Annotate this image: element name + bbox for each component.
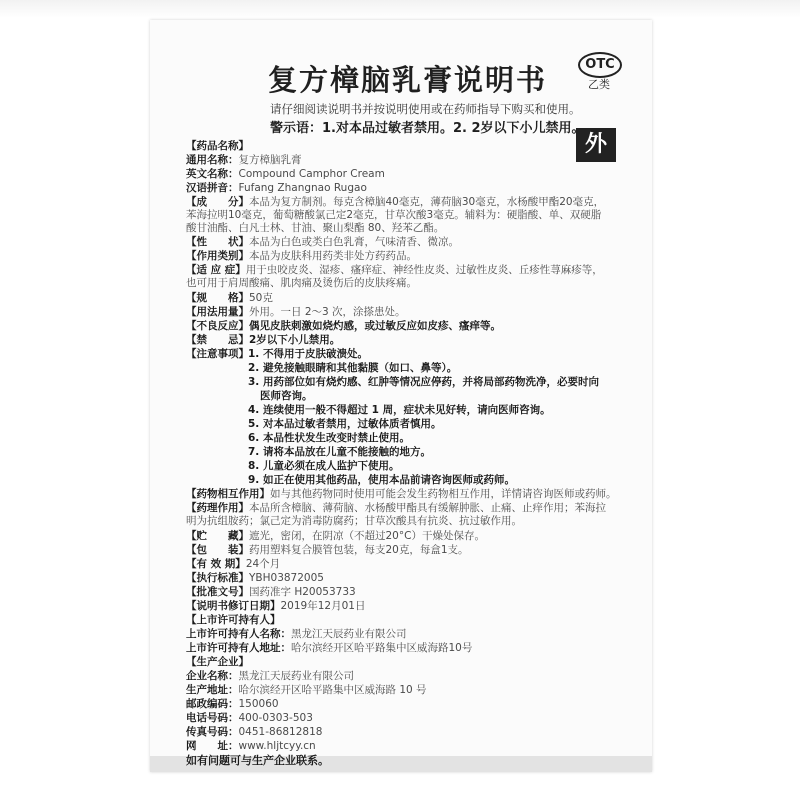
page-title: 复方樟脑乳膏说明书 <box>268 63 548 97</box>
indication-row: 【适 应 症】用于虫咬皮炎、湿疹、瘙痒症、神经性皮炎、过敏性皮炎、丘疹性荨麻疹等，也可用于肩周酸痛、肌肉痛及烫伤后的皮肤疼痛。 <box>186 264 603 289</box>
usage-row: 【用法用量】外用。一日 2～3 次，涂搽患处。 <box>186 306 406 318</box>
precaution-item: 6. 本品性状发生改变时禁止使用。 <box>248 432 410 444</box>
appearance-row: 【性 状】本品为白色或类白色乳膏，气味清香、微凉。 <box>186 236 459 248</box>
manufacturer-header: 【生产企业】 <box>186 656 249 668</box>
otc-badge: OTC <box>578 52 622 78</box>
storage-row: 【贮 藏】遮光，密闭，在阴凉（不超过20°C）干燥处保存。 <box>186 530 485 542</box>
warning-text: 警示语：1.对本品过敏者禁用。2. 2岁以下小儿禁用。 <box>270 121 585 136</box>
interaction-row: 【药物相互作用】如与其他药物同时使用可能会发生药物相互作用，详情请咨询医师或药师。 <box>186 488 617 500</box>
category-row: 【作用类别】本品为皮肤科用药类非处方药药品。 <box>186 250 417 262</box>
holder-address-row: 上市许可持有人地址：哈尔滨经开区哈平路集中区威海路10号 <box>186 642 473 654</box>
holder-name-row: 上市许可持有人名称：黑龙江天辰药业有限公司 <box>186 628 407 640</box>
manufacturer-address-row: 生产地址：哈尔滨经开区哈平路集中区威海路 10 号 <box>186 684 427 696</box>
precaution-item: 3. 用药部位如有烧灼感、红肿等情况应停药，并将局部药物洗净，必要时向 <box>248 376 599 388</box>
precaution-item: 8. 儿童必须在成人监护下使用。 <box>248 460 400 472</box>
fax-row: 传真号码：0451-86812818 <box>186 726 323 738</box>
ingredients-row: 【成 分】本品为复方制剂。每克含樟脑40毫克，薄荷脑30毫克，水杨酸甲酯20毫克，苯海拉明10毫克，葡萄糖酸氯己定2毫克，甘草次酸3毫克。辅料为：硬脂酸、单、双硬脂酸甘油酯、白凡士林、甘油、聚山梨酯 80、羟苯乙酯。 <box>186 196 605 234</box>
contact-note: 如有问题可与生产企业联系。 <box>186 754 329 767</box>
precaution-item: 7. 请将本品放在儿童不能接触的地方。 <box>248 446 431 458</box>
precaution-item: 2. 避免接触眼睛和其他黏膜（如口、鼻等）。 <box>248 362 458 374</box>
holder-header: 【上市许可持有人】 <box>186 614 281 626</box>
package-row: 【包 装】药用塑料复合膜管包装，每支20克，每盒1支。 <box>186 544 469 556</box>
generic-name-row: 通用名称：复方樟脑乳膏 <box>186 154 302 166</box>
spec-row: 【规 格】50克 <box>186 292 273 304</box>
revision-date-row: 【说明书修订日期】2019年12月01日 <box>186 600 366 612</box>
precautions-header: 【注意事项】 <box>186 348 249 360</box>
phone-row: 电话号码：400-0303-503 <box>186 712 313 724</box>
instruction-text: 请仔细阅读说明书并按说明使用或在药师指导下购买和使用。 <box>270 102 581 116</box>
precaution-item: 4. 连续使用一般不得超过 1 周，症状未见好转，请向医师咨询。 <box>248 404 551 416</box>
adverse-row: 【不良反应】偶见皮肤刺激如烧灼感，或过敏反应如皮疹、瘙痒等。 <box>186 320 501 332</box>
validity-row: 【有 效 期】24个月 <box>186 558 281 570</box>
pinyin-row: 汉语拼音：Fufang Zhangnao Rugao <box>186 182 367 194</box>
english-name-row: 英文名称：Compound Camphor Cream <box>186 168 385 180</box>
website-row: 网 址：www.hljtcyy.cn <box>186 740 316 752</box>
standard-row: 【执行标准】YBH03872005 <box>186 572 324 584</box>
background-top <box>0 0 800 18</box>
approval-row: 【批准文号】国药准字 H20053733 <box>186 586 356 598</box>
otc-class-label: 乙类 <box>588 78 610 91</box>
contraindication-row: 【禁 忌】2岁以下小儿禁用。 <box>186 334 341 346</box>
drug-name-header: 【药品名称】 <box>186 140 249 152</box>
precaution-item: 9. 如正在使用其他药品，使用本品前请咨询医师或药师。 <box>248 474 515 486</box>
precaution-item-continuation: 医师咨询。 <box>260 390 313 402</box>
pharmacology-row: 【药理作用】本品所含樟脑、薄荷脑、水杨酸甲酯具有缓解肿胀、止痛、止痒作用；苯海拉明为抗组胺药；氯己定为消毒防腐药；甘草次酸具有抗炎、抗过敏作用。 <box>186 502 606 527</box>
precaution-item: 1. 不得用于皮肤破溃处。 <box>248 348 368 360</box>
precaution-item: 5. 对本品过敏者禁用，过敏体质者慎用。 <box>248 418 442 430</box>
zip-row: 邮政编码：150060 <box>186 698 279 710</box>
manufacturer-name-row: 企业名称：黑龙江天辰药业有限公司 <box>186 670 354 682</box>
external-use-badge: 外 <box>576 128 616 162</box>
